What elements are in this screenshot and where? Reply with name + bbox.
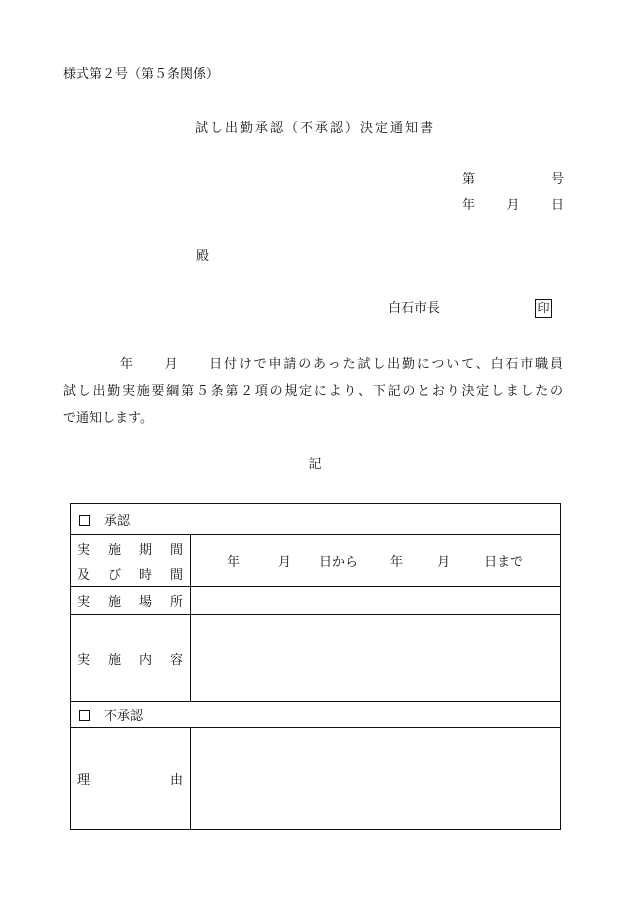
issuer-name: 白石市長 bbox=[388, 301, 441, 316]
body-line-2: 試し出勤実施要綱第５条第２項の規定により、下記のとおり決定しましたの bbox=[63, 384, 563, 399]
date-month: 月 bbox=[506, 198, 520, 213]
date-day: 日 bbox=[550, 198, 564, 213]
details-table bbox=[70, 503, 561, 830]
number-prefix: 第 bbox=[462, 172, 476, 187]
date-year: 年 bbox=[462, 198, 476, 213]
document-date bbox=[462, 198, 564, 214]
place-label: 実 施 場 所 bbox=[71, 587, 191, 615]
reason-row bbox=[71, 728, 561, 830]
reject-checkbox[interactable] bbox=[79, 710, 90, 721]
addressee-honorific: 殿 bbox=[196, 249, 210, 264]
reject-cell bbox=[71, 702, 561, 728]
place-value[interactable] bbox=[191, 587, 561, 615]
place-row bbox=[71, 587, 561, 615]
approve-cell bbox=[71, 504, 561, 535]
period-row bbox=[71, 535, 561, 587]
notice-body bbox=[63, 351, 563, 432]
period-value[interactable]: 年 月 日から 年 月 日まで bbox=[191, 535, 561, 587]
content-label: 実 施 内 容 bbox=[71, 615, 191, 702]
approve-checkbox[interactable] bbox=[79, 515, 90, 526]
document-title: 試し出勤承認（不承認）決定通知書 bbox=[194, 121, 435, 136]
approve-row bbox=[71, 504, 561, 535]
body-line-3: で通知します。 bbox=[63, 411, 153, 426]
document-number bbox=[462, 172, 564, 188]
reject-row bbox=[71, 702, 561, 728]
reason-label: 理 由 bbox=[71, 728, 191, 830]
ki-heading: 記 bbox=[308, 457, 322, 472]
body-line-1: 年 月 日付けで申請のあった試し出勤について、白石市職員 bbox=[120, 357, 563, 372]
content-value[interactable] bbox=[191, 615, 561, 702]
reason-value[interactable] bbox=[191, 728, 561, 830]
period-label: 実 施 期 間 及 び 時 間 bbox=[71, 535, 191, 587]
approve-label: 承認 bbox=[104, 513, 131, 529]
content-row bbox=[71, 615, 561, 702]
seal-mark: 印 bbox=[535, 299, 552, 318]
number-suffix: 号 bbox=[550, 172, 564, 187]
reject-label: 不承認 bbox=[104, 709, 144, 724]
form-number: 様式第２号（第５条関係） bbox=[63, 67, 220, 82]
